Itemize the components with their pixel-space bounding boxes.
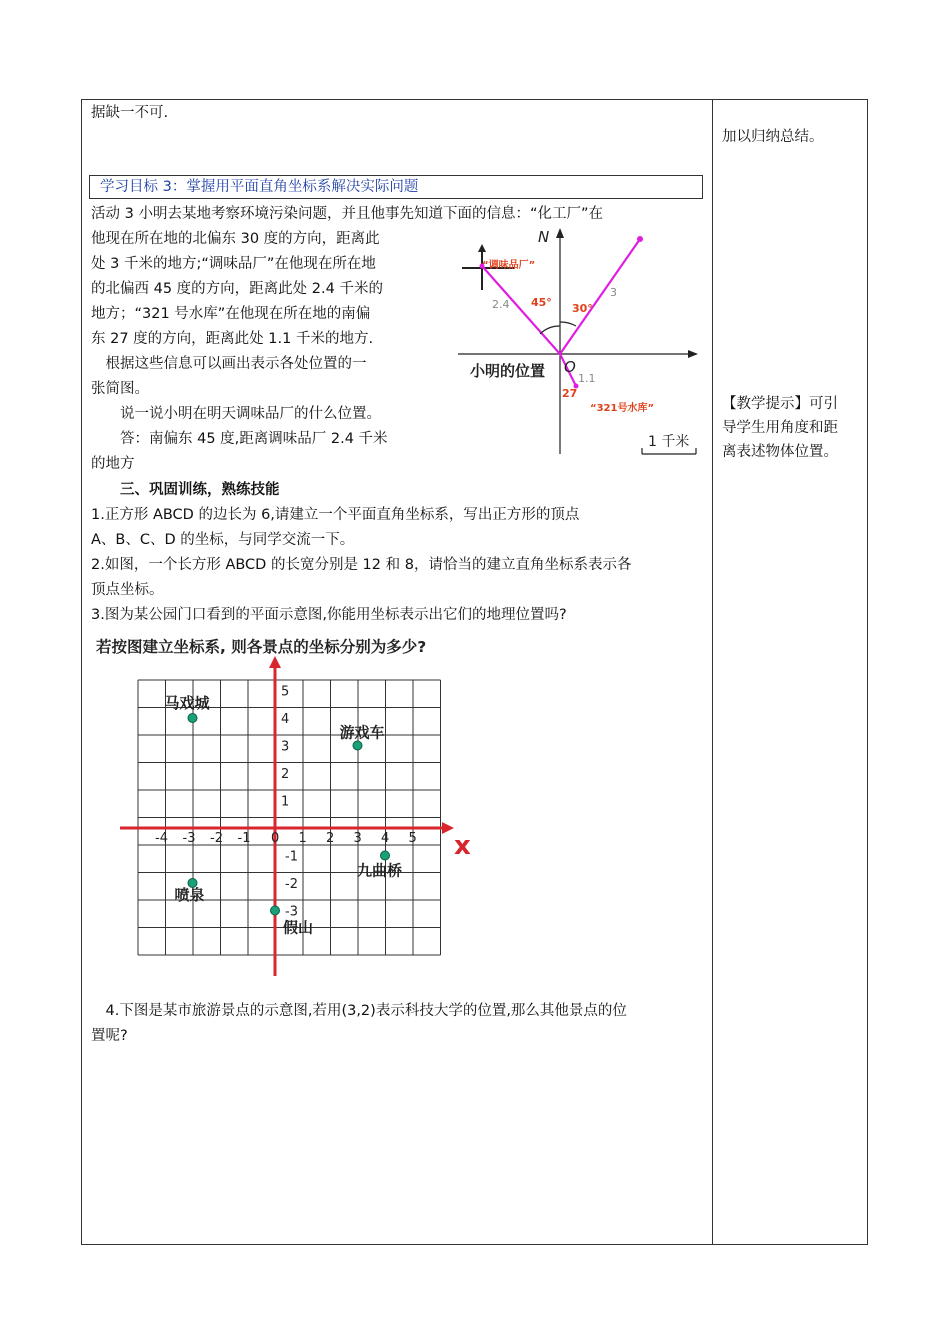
scenic-point [271,906,280,915]
x-tick-label: -2 [210,831,223,846]
question-4-line: 4.下图是某市旅游景点的示意图,若用(3,2)表示科技大学的位置,那么其他景点的位 [91,1003,627,1019]
x-axis-label: x [454,831,471,861]
x-tick-label: -4 [155,831,168,846]
scenic-point-label: 马戏城 [164,694,210,712]
park-title: 若按图建立坐标系, 则各景点的坐标分别为多少? [96,638,427,656]
x-tick-label: 2 [326,831,335,846]
scenic-point [353,741,362,750]
origin-label: O [564,358,576,376]
activity-line: 根据这些信息可以画出表示各处位置的一 [91,356,367,372]
angle-reservoir: 27 [562,387,578,400]
exercise-line: 3.图为某公园门口看到的平面示意图,你能用坐标表示出它们的地理位置吗? [91,607,567,623]
activity-line: 张简图。 [91,381,149,397]
scenic-point-label: 九曲桥 [357,861,403,880]
exercise-line: 2.如图，一个长方形 ABCD 的长宽分别是 12 和 8，请恰当的建立直角坐标系表示各 [91,557,632,573]
y-tick-label: 3 [281,739,290,755]
side-tip-line: 离表述物体位置。 [722,444,838,460]
scenic-point [188,714,197,723]
activity-line: 他现在所在地的北偏东 30 度的方向，距离此 [91,231,380,247]
learning-goal-3: 学习目标 3：掌握用平面直角坐标系解决实际问题 [89,175,703,199]
exercise-line: A、B、C、D 的坐标，与同学交流一下。 [91,532,355,548]
exercise-line: 顶点坐标。 [91,582,164,598]
y-axis-arrow [269,656,281,668]
activity-line: 说一说小明在明天调味品厂的什么位置。 [91,406,381,422]
angle-arc-left [540,326,560,334]
side-summary: 加以归纳总结。 [722,129,824,145]
scenic-point-label: 喷泉 [174,886,205,904]
x-tick-label: -3 [182,831,196,846]
y-tick-label: 1 [281,794,290,810]
distance-spice: 2.4 [492,298,510,311]
y-tick-label: -2 [285,877,298,892]
angle-chemical: 30° [572,302,593,315]
angle-arc-right [560,322,576,326]
exercise-line: 1.正方形 ABCD 的边长为 6,请建立一个平面直角坐标系，写出正方形的顶点 [91,507,580,523]
side-tip-line: 【教学提示】可引 [722,396,838,412]
distance-chemical: 3 [610,286,617,299]
activity-line: 的北偏西 45 度的方向，距离此处 2.4 千米的 [91,281,383,297]
x-tick-label: -1 [237,831,251,846]
section-heading: 三、巩固训练，熟练技能 [91,482,280,498]
distance-reservoir: 1.1 [578,372,596,385]
x-tick-label: 5 [408,831,417,846]
park-grid-diagram [92,630,492,982]
position-label: 小明的位置 [470,362,546,380]
side-tip-line: 导学生用角度和距 [722,420,838,436]
angle-spice: 45° [531,296,552,309]
x-tick-label: 3 [353,831,362,846]
reservoir-label: “321号水库” [590,403,655,414]
y-tick-label: -1 [285,849,298,865]
x-tick-label: 0 [271,831,280,846]
text-line-top: 据缺一不可. [91,105,169,121]
activity-line: 处 3 千米的地方;“调味品厂”在他现在所在地 [91,256,376,272]
activity-line: 活动 3 小明去某地考察环境污染问题，并且他事先知道下面的信息：“化工厂”在 [91,206,603,222]
y-tick-label: 4 [281,712,290,727]
y-tick-label: -3 [285,904,298,920]
spice-factory-label: “调味品厂” [482,260,536,271]
y-tick-label: 5 [281,684,290,700]
activity-line: 地方；“321 号水库”在他现在所在地的南偏 [91,306,371,322]
scenic-point-label: 游戏车 [339,723,385,742]
scenic-point [381,851,390,860]
north-label: N [538,228,550,246]
y-tick-label: 2 [281,767,290,782]
column-divider [712,99,713,1245]
x-tick-label: 1 [298,831,307,846]
activity-line: 的地方 [91,456,135,472]
x-tick-label: 4 [381,831,390,846]
chemical-factory-point [637,236,643,242]
direction-diagram [452,222,704,460]
east-arrow [688,350,698,358]
line-to-chemical-factory [560,239,640,354]
activity-line: 东 27 度的方向，距离此处 1.1 千米的地方. [91,331,374,347]
scenic-point-label: 假山 [283,918,314,937]
activity-line: 答：南偏东 45 度,距离调味品厂 2.4 千米 [91,431,388,447]
question-4-line: 置呢? [91,1028,128,1044]
scale-label: 1 千米 [648,434,690,450]
north-arrow [556,228,564,238]
x-axis-arrow [442,822,454,834]
